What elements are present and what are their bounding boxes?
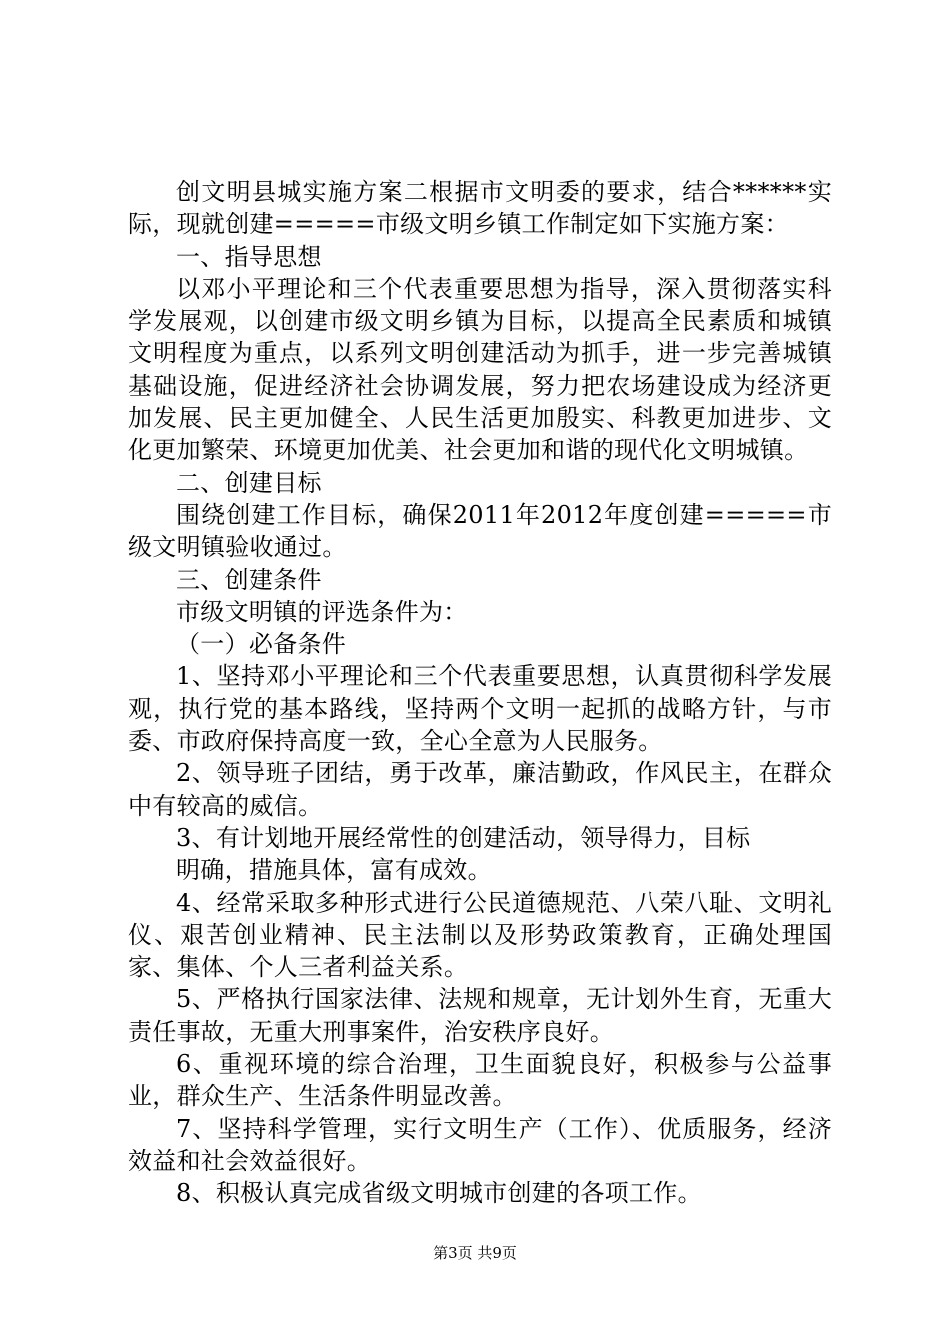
list-item-3-continued: 明确，措施具体，富有成效。 (176, 856, 492, 885)
paragraph-conditions-intro: 市级文明镇的评选条件为： (176, 597, 468, 626)
list-item-3: 3、有计划地开展经常性的创建活动，领导得力，目标 (176, 823, 751, 852)
heading-guiding-thought: 一、指导思想 (176, 242, 322, 271)
page-number-footer: 第3页 共9页 (433, 1244, 517, 1262)
paragraph-intro: 创文明县城实施方案二根据市文明委的要求，结合******实际，现就创建=====市级文明乡镇工作制定如下实施方案： (128, 178, 832, 239)
heading-conditions: 三、创建条件 (176, 565, 322, 594)
list-item-4: 4、经常采取多种形式进行公民道德规范、八荣八耻、文明礼仪、艰苦创业精神、民主法制以及形势政策教育，正确处理国家、集体、个人三者利益关系。 (128, 888, 832, 982)
subheading-required-conditions: （一）必备条件 (176, 630, 347, 659)
document-body (128, 176, 832, 1210)
list-item-5: 5、严格执行国家法律、法规和规章，无计划外生育，无重大责任事故，无重大刑事案件，治安秩序良好。 (128, 985, 832, 1046)
list-item-6: 6、重视环境的综合治理，卫生面貌良好，积极参与公益事业，群众生产、生活条件明显改善。 (128, 1050, 832, 1111)
list-item-7: 7、坚持科学管理，实行文明生产（工作）、优质服务，经济效益和社会效益很好。 (128, 1114, 832, 1175)
paragraph-goal: 围绕创建工作目标，确保2011年2012年度创建=====市级文明镇验收通过。 (128, 500, 832, 562)
heading-goal: 二、创建目标 (176, 468, 322, 497)
list-item-2: 2、领导班子团结，勇于改革，廉洁勤政，作风民主，在群众中有较高的威信。 (128, 759, 832, 820)
list-item-8: 8、积极认真完成省级文明城市创建的各项工作。 (176, 1179, 702, 1208)
paragraph-guiding-thought: 以邓小平理论和三个代表重要思想为指导，深入贯彻落实科学发展观，以创建市级文明乡镇为目标，以提高全民素质和城镇文明程度为重点，以系列文明创建活动为抓手，进一步完善城镇基础设施，促进经济社会协调发展，努力把农场建设成为经济更加发展、民主更加健全、人民生活更加殷实、科教更加进步、文化更加繁荣、环境更加优美、社会更加和谐的现代化文明城镇。 (128, 274, 832, 465)
list-item-1: 1、坚持邓小平理论和三个代表重要思想，认真贯彻科学发展观，执行党的基本路线，坚持两个文明一起抓的战略方针，与市委、市政府保持高度一致，全心全意为人民服务。 (128, 662, 832, 756)
